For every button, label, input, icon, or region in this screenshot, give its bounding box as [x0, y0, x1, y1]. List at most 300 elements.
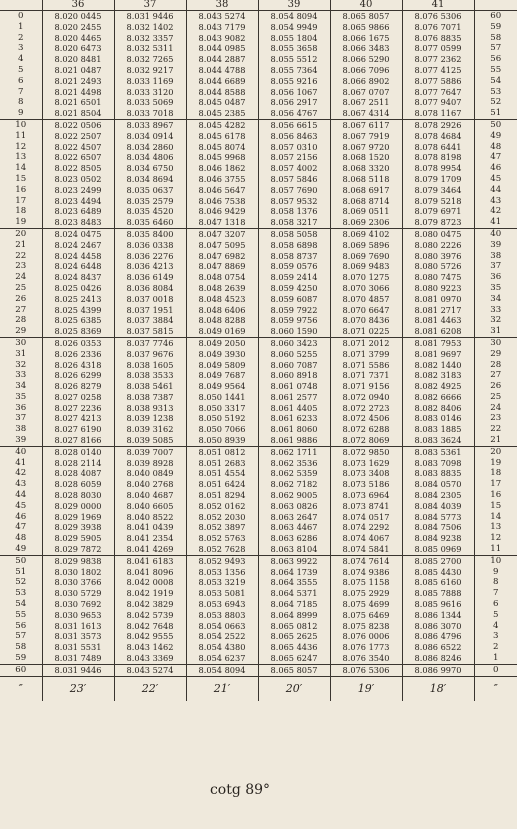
- log-value: 8.081 9697: [402, 349, 474, 360]
- log-value: 8.028 6059: [42, 479, 114, 490]
- log-value: 8.077 2362: [402, 54, 474, 65]
- table-header: [0, 0, 517, 11]
- log-value: 8.038 1605: [114, 360, 186, 371]
- second-label: 39: [474, 240, 517, 251]
- table-row: [0, 567, 517, 578]
- table-row: [0, 43, 517, 54]
- log-value: 8.076 7071: [402, 22, 474, 33]
- log-value: 8.049 2050: [186, 337, 258, 348]
- log-value: 8.080 0475: [402, 228, 474, 239]
- log-value: 8.062 9005: [258, 490, 330, 501]
- log-value: 8.075 2929: [330, 588, 402, 599]
- log-value: 8.036 0338: [114, 240, 186, 251]
- log-value: 8.080 7475: [402, 272, 474, 283]
- log-value: 8.032 5311: [114, 43, 186, 54]
- log-value: 8.057 4002: [258, 163, 330, 174]
- log-value: 8.074 9386: [330, 567, 402, 578]
- log-value: 8.045 8074: [186, 142, 258, 153]
- footer-cell: ″: [0, 676, 42, 701]
- log-value: 8.038 9313: [114, 403, 186, 414]
- log-value: 8.064 7185: [258, 599, 330, 610]
- second-label: 8: [18, 97, 24, 108]
- log-value: 8.065 4436: [258, 642, 330, 653]
- second-label: 27: [15, 304, 27, 315]
- second-label: 44: [474, 185, 517, 196]
- log-value: 8.026 0353: [42, 337, 114, 348]
- table-footer: [0, 676, 517, 701]
- second-label: 47: [15, 522, 27, 533]
- log-value: 8.052 7628: [186, 544, 258, 555]
- second-label: 30: [0, 337, 42, 348]
- log-value: 8.080 9223: [402, 283, 474, 294]
- log-value: 8.082 1440: [402, 360, 474, 371]
- log-value: 8.078 9954: [402, 163, 474, 174]
- log-value: 8.086 1344: [402, 610, 474, 621]
- table-row: [0, 512, 517, 523]
- table-row: [0, 131, 517, 142]
- second-label: 4: [474, 621, 517, 632]
- log-value: 8.029 5905: [42, 533, 114, 544]
- log-value: 8.082 4925: [402, 381, 474, 392]
- log-value: 8.073 1629: [330, 458, 402, 469]
- table-row: [0, 97, 517, 108]
- second-label: 5: [18, 64, 24, 75]
- second-label: 60: [0, 664, 42, 676]
- log-value: 8.059 4250: [258, 283, 330, 294]
- second-label: 43: [15, 479, 27, 490]
- log-value: 8.028 2114: [42, 458, 114, 469]
- log-value: 8.061 0748: [258, 381, 330, 392]
- log-value: 8.041 2354: [114, 533, 186, 544]
- second-label: 3: [474, 631, 517, 642]
- log-value: 8.066 5290: [330, 54, 402, 65]
- log-value: 8.078 4684: [402, 131, 474, 142]
- table-row: [0, 349, 517, 360]
- table-row: [0, 533, 517, 544]
- second-label: 0: [474, 664, 517, 676]
- log-value: 8.035 2579: [114, 196, 186, 207]
- log-value: 8.046 3755: [186, 174, 258, 185]
- log-value: 8.042 9555: [114, 631, 186, 642]
- table-row: [0, 468, 517, 479]
- log-value: 8.033 5069: [114, 97, 186, 108]
- log-value: 8.076 5306: [330, 664, 402, 676]
- log-value: 8.086 8246: [402, 653, 474, 664]
- table-row: [0, 577, 517, 588]
- log-value: 8.063 8104: [258, 544, 330, 555]
- log-value: 8.081 2717: [402, 305, 474, 316]
- log-value: 8.054 0663: [186, 621, 258, 632]
- log-value: 8.078 1167: [402, 108, 474, 119]
- log-value: 8.084 5773: [402, 512, 474, 523]
- log-value: 8.059 9756: [258, 315, 330, 326]
- log-value: 8.046 1862: [186, 163, 258, 174]
- log-value: 8.049 0169: [186, 326, 258, 337]
- second-label: 12: [15, 141, 27, 152]
- second-label: 31: [15, 348, 27, 359]
- log-value: 8.022 6507: [42, 152, 114, 163]
- table-row: [0, 119, 517, 130]
- log-value: 8.064 8999: [258, 610, 330, 621]
- log-value: 8.025 6385: [42, 315, 114, 326]
- log-value: 8.072 0940: [330, 392, 402, 403]
- log-value: 8.068 6917: [330, 185, 402, 196]
- second-label: 3: [18, 43, 24, 54]
- log-value: 8.020 8481: [42, 54, 114, 65]
- second-label: 58: [474, 33, 517, 44]
- log-value: 8.046 5647: [186, 185, 258, 196]
- log-value: 8.054 4380: [186, 642, 258, 653]
- table-row: [0, 251, 517, 262]
- second-label: 40: [0, 446, 42, 457]
- second-label: 27: [474, 370, 517, 381]
- log-value: 8.082 6666: [402, 392, 474, 403]
- log-value: 8.052 3897: [186, 522, 258, 533]
- log-value: 8.040 4687: [114, 490, 186, 501]
- second-label: 39: [15, 435, 27, 446]
- second-label: 7: [18, 86, 24, 97]
- second-label: 15: [15, 173, 27, 184]
- log-value: 8.065 6247: [258, 653, 330, 664]
- table-row: [0, 152, 517, 163]
- log-value: 8.056 6615: [258, 119, 330, 130]
- log-value: 8.041 6183: [114, 555, 186, 566]
- second-label: 1: [474, 653, 517, 664]
- log-value: 8.069 7690: [330, 251, 402, 262]
- log-value: 8.061 2577: [258, 392, 330, 403]
- log-value: 8.072 2723: [330, 403, 402, 414]
- second-label: 58: [15, 642, 27, 653]
- log-value: 8.025 2413: [42, 294, 114, 305]
- table-row: [0, 65, 517, 76]
- second-label: 37: [474, 261, 517, 272]
- log-value: 8.086 6522: [402, 642, 474, 653]
- second-label: 5: [474, 610, 517, 621]
- table-row: [0, 315, 517, 326]
- table-row: [0, 458, 517, 469]
- second-label: 48: [15, 533, 27, 544]
- log-value: 8.052 0162: [186, 501, 258, 512]
- log-value: 8.053 3219: [186, 577, 258, 588]
- table-row: [0, 490, 517, 501]
- table-row: [0, 435, 517, 446]
- log-value: 8.080 5726: [402, 261, 474, 272]
- log-value: 8.036 8084: [114, 283, 186, 294]
- log-value: 8.039 7007: [114, 446, 186, 457]
- log-value: 8.042 0008: [114, 577, 186, 588]
- log-value: 8.022 2507: [42, 131, 114, 142]
- log-value: 8.078 8198: [402, 152, 474, 163]
- second-label: 29: [474, 349, 517, 360]
- log-value: 8.038 5461: [114, 381, 186, 392]
- second-label: 0: [18, 11, 24, 21]
- second-label: 50: [474, 119, 517, 130]
- log-value: 8.053 6943: [186, 599, 258, 610]
- log-value: 8.021 8504: [42, 108, 114, 119]
- log-value: 8.064 5371: [258, 588, 330, 599]
- table-row: [0, 360, 517, 371]
- log-value: 8.020 0445: [42, 11, 114, 22]
- log-value: 8.024 4458: [42, 251, 114, 262]
- second-label: 14: [15, 163, 27, 174]
- table-row: [0, 174, 517, 185]
- second-label: 22: [15, 250, 27, 261]
- log-value: 8.037 7746: [114, 337, 186, 348]
- log-value: 8.077 4125: [402, 65, 474, 76]
- log-value: 8.040 0849: [114, 468, 186, 479]
- log-value: 8.063 0826: [258, 501, 330, 512]
- log-value: 8.068 1520: [330, 152, 402, 163]
- log-value: 8.083 0146: [402, 413, 474, 424]
- table-row: [0, 108, 517, 119]
- log-value: 8.046 9429: [186, 206, 258, 217]
- table-row: [0, 610, 517, 621]
- log-value: 8.031 1613: [42, 621, 114, 632]
- log-value: 8.033 8967: [114, 119, 186, 130]
- log-value: 8.074 5841: [330, 544, 402, 555]
- log-value: 8.071 7371: [330, 370, 402, 381]
- log-value: 8.026 4318: [42, 360, 114, 371]
- log-value: 8.042 1919: [114, 588, 186, 599]
- second-label: 8: [474, 577, 517, 588]
- second-label: 44: [15, 490, 27, 501]
- table-row: [0, 392, 517, 403]
- log-value: 8.039 1238: [114, 413, 186, 424]
- second-label: 11: [474, 544, 517, 555]
- log-value: 8.077 5886: [402, 76, 474, 87]
- log-value: 8.056 8463: [258, 131, 330, 142]
- log-value: 8.040 2768: [114, 479, 186, 490]
- log-value: 8.043 3369: [114, 653, 186, 664]
- second-label: 22: [474, 424, 517, 435]
- log-value: 8.043 5274: [114, 664, 186, 676]
- log-value: 8.027 4213: [42, 413, 114, 424]
- second-label: 52: [474, 97, 517, 108]
- log-value: 8.076 1773: [330, 642, 402, 653]
- table-row: [0, 631, 517, 642]
- log-value: 8.086 9970: [402, 664, 474, 676]
- log-value: 8.085 0969: [402, 544, 474, 555]
- log-value: 8.025 4399: [42, 305, 114, 316]
- log-value: 8.067 4314: [330, 108, 402, 119]
- log-value: 8.081 6208: [402, 326, 474, 337]
- log-value: 8.032 3357: [114, 33, 186, 44]
- log-value: 8.058 1376: [258, 206, 330, 217]
- log-value: 8.042 7648: [114, 621, 186, 632]
- second-label: 21: [474, 435, 517, 446]
- log-value: 8.020 6473: [42, 43, 114, 54]
- log-value: 8.065 8057: [258, 664, 330, 676]
- log-value: 8.067 2511: [330, 97, 402, 108]
- second-label: 13: [15, 152, 27, 163]
- log-value: 8.055 3658: [258, 43, 330, 54]
- table-row: [0, 413, 517, 424]
- log-value: 8.046 7538: [186, 196, 258, 207]
- table-row: [0, 599, 517, 610]
- second-label: 11: [15, 130, 27, 141]
- log-value: 8.067 6117: [330, 119, 402, 130]
- log-value: 8.023 2499: [42, 185, 114, 196]
- second-label: 46: [15, 511, 27, 522]
- log-value: 8.020 4465: [42, 33, 114, 44]
- log-value: 8.040 6605: [114, 501, 186, 512]
- log-value: 8.067 0707: [330, 87, 402, 98]
- log-value: 8.039 8928: [114, 458, 186, 469]
- log-value: 8.057 0310: [258, 142, 330, 153]
- header-cell: 39: [258, 0, 330, 11]
- table-row: [0, 240, 517, 251]
- log-value: 8.032 7265: [114, 54, 186, 65]
- second-label: 12: [474, 533, 517, 544]
- second-label: 47: [474, 152, 517, 163]
- second-label: 51: [15, 566, 27, 577]
- log-value: 8.043 5274: [186, 11, 258, 22]
- log-value: 8.074 4067: [330, 533, 402, 544]
- log-value: 8.049 3930: [186, 349, 258, 360]
- log-value: 8.020 2455: [42, 22, 114, 33]
- log-value: 8.027 0258: [42, 392, 114, 403]
- log-value: 8.023 4494: [42, 196, 114, 207]
- second-label: 18: [474, 468, 517, 479]
- log-value: 8.025 8369: [42, 326, 114, 337]
- log-value: 8.061 6233: [258, 413, 330, 424]
- log-value: 8.083 7098: [402, 458, 474, 469]
- log-value: 8.048 8288: [186, 315, 258, 326]
- log-value: 8.054 2522: [186, 631, 258, 642]
- log-value: 8.054 8094: [258, 11, 330, 22]
- log-value: 8.042 5739: [114, 610, 186, 621]
- log-value: 8.041 8096: [114, 567, 186, 578]
- table-row: [0, 261, 517, 272]
- log-value: 8.059 6087: [258, 294, 330, 305]
- table-row: [0, 664, 517, 676]
- table-row: [0, 326, 517, 337]
- log-value: 8.084 2305: [402, 490, 474, 501]
- second-label: 9: [474, 567, 517, 578]
- log-value: 8.045 2385: [186, 108, 258, 119]
- log-value: 8.022 8505: [42, 163, 114, 174]
- log-value: 8.065 9866: [330, 22, 402, 33]
- second-label: 42: [15, 468, 27, 479]
- second-label: 52: [15, 577, 27, 588]
- log-value: 8.038 3533: [114, 370, 186, 381]
- log-value: 8.066 7096: [330, 65, 402, 76]
- log-value: 8.068 8714: [330, 196, 402, 207]
- second-label: 60: [474, 11, 517, 22]
- second-label: 33: [15, 370, 27, 381]
- log-value: 8.039 5085: [114, 435, 186, 446]
- log-value: 8.034 4806: [114, 152, 186, 163]
- second-label: 13: [474, 522, 517, 533]
- second-label: 16: [15, 184, 27, 195]
- second-label: 45: [15, 500, 27, 511]
- log-value: 8.037 1951: [114, 305, 186, 316]
- second-label: 49: [474, 131, 517, 142]
- log-value: 8.076 8835: [402, 33, 474, 44]
- header-cell: 41: [402, 0, 474, 11]
- log-value: 8.060 8918: [258, 370, 330, 381]
- second-label: 17: [15, 195, 27, 206]
- table-row: [0, 54, 517, 65]
- table-row: [0, 621, 517, 632]
- log-value: 8.075 1158: [330, 577, 402, 588]
- log-value: 8.044 0985: [186, 43, 258, 54]
- log-value: 8.061 4405: [258, 403, 330, 414]
- log-value: 8.073 5186: [330, 479, 402, 490]
- second-label: 45: [474, 174, 517, 185]
- second-label: 56: [474, 54, 517, 65]
- log-value: 8.084 9238: [402, 533, 474, 544]
- log-value: 8.037 5815: [114, 326, 186, 337]
- second-label: 32: [15, 359, 27, 370]
- second-label: 36: [15, 402, 27, 413]
- log-value: 8.034 8694: [114, 174, 186, 185]
- log-value: 8.076 5306: [402, 11, 474, 22]
- log-value: 8.037 0018: [114, 294, 186, 305]
- table-row: [0, 446, 517, 457]
- log-value: 8.040 8522: [114, 512, 186, 523]
- footer-cell: 21′: [186, 676, 258, 701]
- log-value: 8.023 8483: [42, 217, 114, 228]
- table-row: [0, 305, 517, 316]
- log-value: 8.030 7692: [42, 599, 114, 610]
- log-value: 8.029 1969: [42, 512, 114, 523]
- log-value: 8.050 5192: [186, 413, 258, 424]
- second-label: 29: [15, 326, 27, 337]
- table-row: [0, 588, 517, 599]
- log-value: 8.073 6964: [330, 490, 402, 501]
- log-value: 8.026 8279: [42, 381, 114, 392]
- log-value: 8.079 3464: [402, 185, 474, 196]
- log-value: 8.063 9922: [258, 555, 330, 566]
- log-value: 8.084 4039: [402, 501, 474, 512]
- log-value: 8.022 4507: [42, 142, 114, 153]
- log-value: 8.022 0506: [42, 119, 114, 130]
- log-value: 8.069 0511: [330, 206, 402, 217]
- log-value: 8.062 7182: [258, 479, 330, 490]
- log-value: 8.044 4788: [186, 65, 258, 76]
- log-value: 8.056 1067: [258, 87, 330, 98]
- log-value: 8.061 9886: [258, 435, 330, 446]
- second-label: 41: [474, 217, 517, 228]
- log-value: 8.035 0637: [114, 185, 186, 196]
- second-label: 2: [18, 32, 24, 43]
- log-value: 8.045 4282: [186, 119, 258, 130]
- log-value: 8.051 2683: [186, 458, 258, 469]
- log-value: 8.036 4213: [114, 261, 186, 272]
- log-value: 8.085 9616: [402, 599, 474, 610]
- log-value: 8.042 3829: [114, 599, 186, 610]
- log-value: 8.070 4857: [330, 294, 402, 305]
- log-value: 8.072 4506: [330, 413, 402, 424]
- table-row: [0, 501, 517, 512]
- log-value: 8.032 1402: [114, 22, 186, 33]
- second-label: 21: [15, 239, 27, 250]
- second-label: 15: [474, 501, 517, 512]
- log-value: 8.031 9446: [42, 664, 114, 676]
- log-value: 8.047 8869: [186, 261, 258, 272]
- second-label: 57: [15, 631, 27, 642]
- log-value: 8.062 1711: [258, 446, 330, 457]
- table-row: [0, 33, 517, 44]
- log-value: 8.051 4554: [186, 468, 258, 479]
- log-value: 8.035 6460: [114, 217, 186, 228]
- footer-cell: 19′: [330, 676, 402, 701]
- second-label: 53: [15, 588, 27, 599]
- log-value: 8.056 2917: [258, 97, 330, 108]
- log-value: 8.029 3938: [42, 522, 114, 533]
- log-value: 8.039 3162: [114, 424, 186, 435]
